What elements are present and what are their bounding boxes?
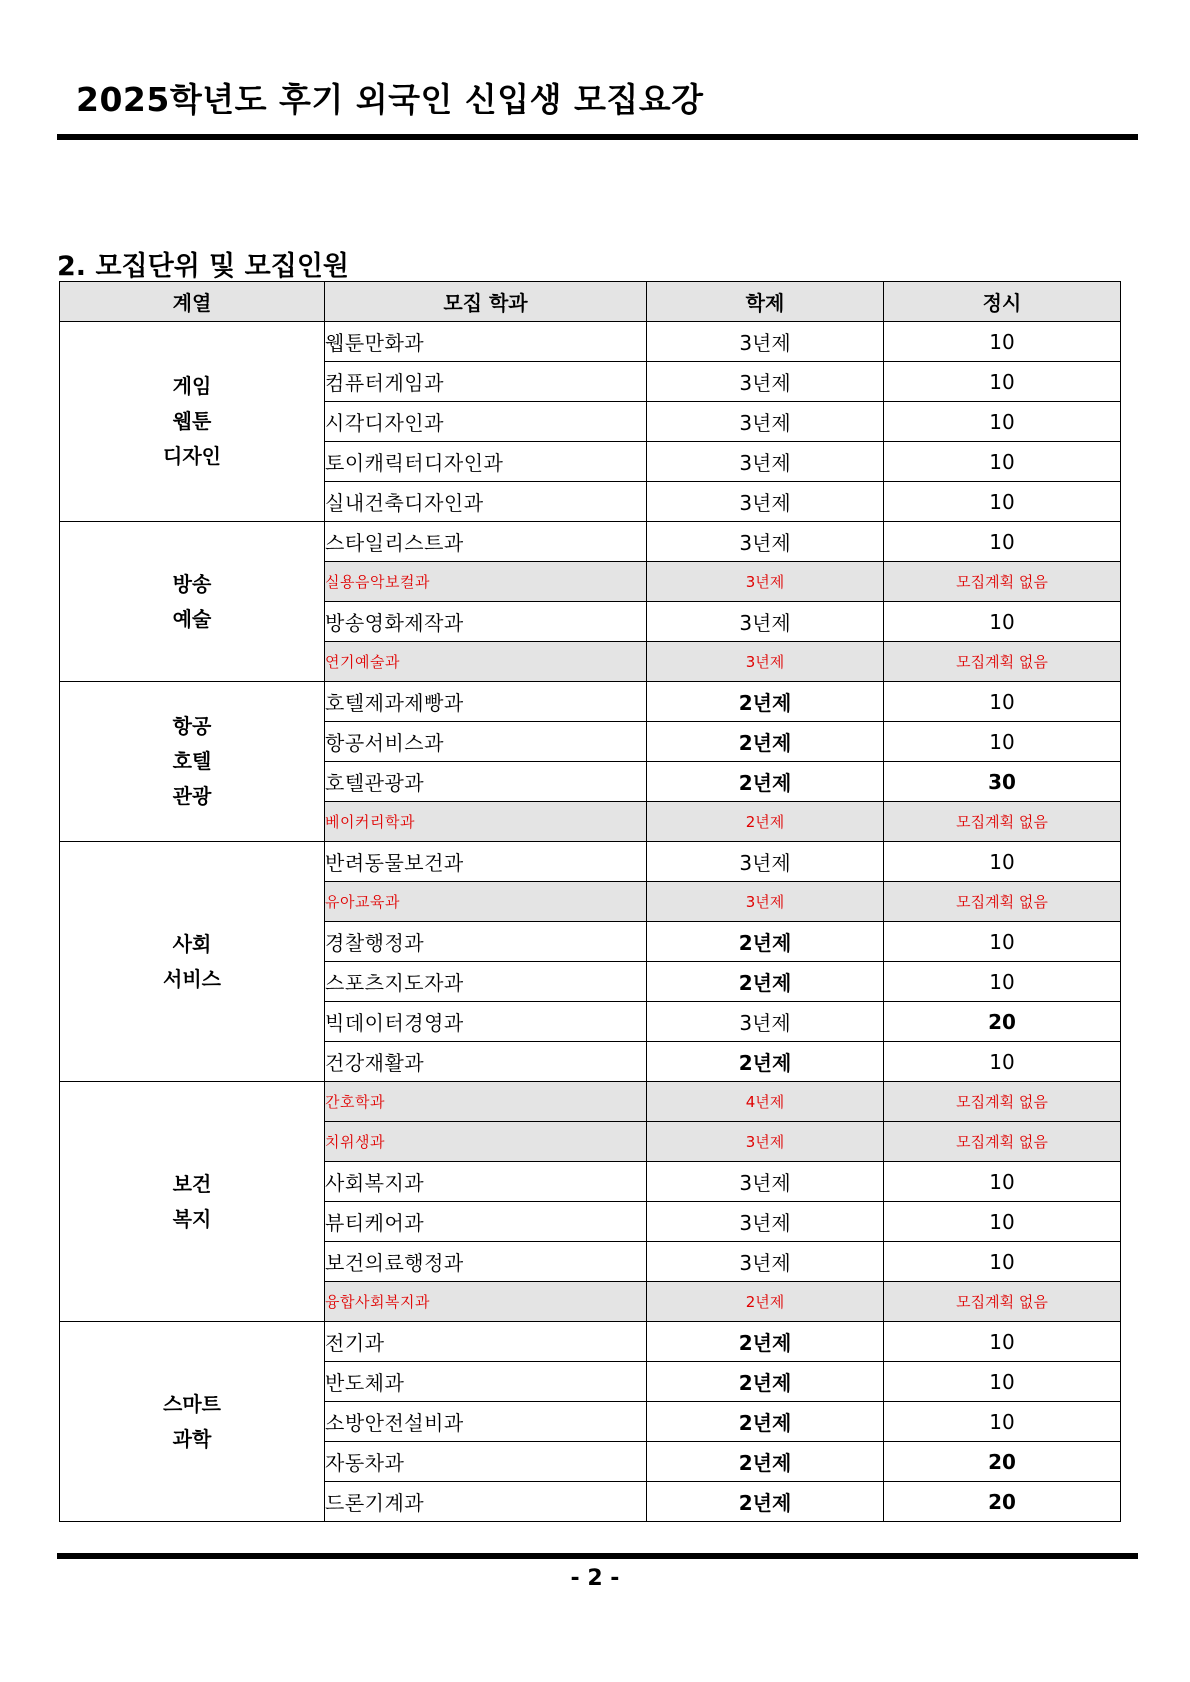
department-cell: 호텔관광과 — [325, 762, 647, 802]
quota-cell: 10 — [884, 842, 1121, 882]
department-cell: 실용음악보컬과 — [325, 562, 647, 602]
quota-cell: 10 — [884, 1242, 1121, 1282]
department-cell: 베이커리학과 — [325, 802, 647, 842]
category-label-line: 호텔 — [172, 749, 212, 773]
system-cell: 2년제 — [647, 1282, 884, 1322]
quota-cell: 모집계획 없음 — [884, 1122, 1121, 1162]
department-cell: 유아교육과 — [325, 882, 647, 922]
quota-cell: 20 — [884, 1442, 1121, 1482]
department-cell: 스타일리스트과 — [325, 522, 647, 562]
column-header-department: 모집 학과 — [325, 282, 647, 322]
system-cell: 3년제 — [647, 1202, 884, 1242]
department-cell: 드론기계과 — [325, 1482, 647, 1522]
system-cell: 2년제 — [647, 1322, 884, 1362]
quota-cell: 10 — [884, 722, 1121, 762]
quota-cell: 10 — [884, 922, 1121, 962]
system-cell: 3년제 — [647, 402, 884, 442]
system-cell: 3년제 — [647, 442, 884, 482]
table-header-row — [60, 282, 1121, 322]
department-cell: 반도체과 — [325, 1362, 647, 1402]
system-cell: 2년제 — [647, 1402, 884, 1442]
system-cell: 3년제 — [647, 562, 884, 602]
quota-cell: 20 — [884, 1482, 1121, 1522]
table-row — [60, 682, 1121, 722]
quota-cell: 10 — [884, 402, 1121, 442]
quota-cell: 10 — [884, 962, 1121, 1002]
section-title: 2. 모집단위 및 모집인원 — [57, 251, 349, 282]
footer-divider — [57, 1553, 1138, 1559]
department-cell: 치위생과 — [325, 1122, 647, 1162]
system-cell: 3년제 — [647, 1002, 884, 1042]
quota-cell: 10 — [884, 442, 1121, 482]
system-cell: 2년제 — [647, 1362, 884, 1402]
department-cell: 전기과 — [325, 1322, 647, 1362]
department-cell: 컴퓨터게임과 — [325, 362, 647, 402]
department-cell: 실내건축디자인과 — [325, 482, 647, 522]
department-cell: 간호학과 — [325, 1082, 647, 1122]
department-cell: 사회복지과 — [325, 1162, 647, 1202]
system-cell: 3년제 — [647, 482, 884, 522]
department-cell: 연기예술과 — [325, 642, 647, 682]
category-label-line: 복지 — [172, 1206, 212, 1231]
department-cell: 항공서비스과 — [325, 722, 647, 762]
department-cell: 소방안전설비과 — [325, 1402, 647, 1442]
system-cell: 3년제 — [647, 362, 884, 402]
quota-cell: 10 — [884, 362, 1121, 402]
quota-cell: 모집계획 없음 — [884, 802, 1121, 842]
department-cell: 시각디자인과 — [325, 402, 647, 442]
category-label-line: 과학 — [172, 1426, 212, 1451]
system-cell: 2년제 — [647, 722, 884, 762]
quota-cell: 10 — [884, 1362, 1121, 1402]
quota-cell: 10 — [884, 1322, 1121, 1362]
category-cell — [60, 682, 325, 842]
department-cell: 호텔제과제빵과 — [325, 682, 647, 722]
department-cell: 건강재활과 — [325, 1042, 647, 1082]
category-label-line: 관광 — [172, 784, 212, 808]
system-cell: 3년제 — [647, 642, 884, 682]
department-cell: 보건의료행정과 — [325, 1242, 647, 1282]
quota-cell: 모집계획 없음 — [884, 882, 1121, 922]
department-cell: 토이캐릭터디자인과 — [325, 442, 647, 482]
quota-cell: 모집계획 없음 — [884, 1282, 1121, 1322]
system-cell: 3년제 — [647, 842, 884, 882]
table-row — [60, 842, 1121, 882]
category-label-line: 보건 — [172, 1171, 212, 1196]
system-cell: 3년제 — [647, 1162, 884, 1202]
system-cell: 2년제 — [647, 682, 884, 722]
quota-cell: 10 — [884, 522, 1121, 562]
system-cell: 3년제 — [647, 882, 884, 922]
table-row — [60, 522, 1121, 562]
system-cell: 3년제 — [647, 322, 884, 362]
quota-cell: 10 — [884, 602, 1121, 642]
category-label-line: 예술 — [172, 606, 212, 631]
department-cell: 빅데이터경영과 — [325, 1002, 647, 1042]
department-cell: 반려동물보건과 — [325, 842, 647, 882]
system-cell: 2년제 — [647, 1042, 884, 1082]
quota-cell: 모집계획 없음 — [884, 642, 1121, 682]
system-cell: 2년제 — [647, 1442, 884, 1482]
recruitment-table — [59, 281, 1121, 1522]
category-cell — [60, 522, 325, 682]
quota-cell: 10 — [884, 482, 1121, 522]
system-cell: 3년제 — [647, 1242, 884, 1282]
department-cell: 자동차과 — [325, 1442, 647, 1482]
category-label-line: 항공 — [172, 714, 212, 738]
category-cell — [60, 1322, 325, 1522]
system-cell: 2년제 — [647, 922, 884, 962]
system-cell: 2년제 — [647, 1482, 884, 1522]
category-label-line: 디자인 — [163, 444, 221, 468]
table-row — [60, 1082, 1121, 1122]
document-title: 2025학년도 후기 외국인 신입생 모집요강 — [76, 80, 704, 119]
system-cell: 2년제 — [647, 762, 884, 802]
quota-cell: 20 — [884, 1002, 1121, 1042]
category-cell — [60, 322, 325, 522]
quota-cell: 30 — [884, 762, 1121, 802]
table-row — [60, 1322, 1121, 1362]
department-cell: 웹툰만화과 — [325, 322, 647, 362]
department-cell: 방송영화제작과 — [325, 602, 647, 642]
system-cell: 3년제 — [647, 1122, 884, 1162]
quota-cell: 10 — [884, 322, 1121, 362]
column-header-system: 학제 — [647, 282, 884, 322]
department-cell: 경찰행정과 — [325, 922, 647, 962]
quota-cell: 10 — [884, 1042, 1121, 1082]
system-cell: 3년제 — [647, 522, 884, 562]
header-divider — [57, 134, 1138, 140]
column-header-quota: 정시 — [884, 282, 1121, 322]
system-cell: 3년제 — [647, 602, 884, 642]
quota-cell: 모집계획 없음 — [884, 1082, 1121, 1122]
page-number: - 2 - — [570, 1566, 620, 1591]
quota-cell: 10 — [884, 1202, 1121, 1242]
department-cell: 융합사회복지과 — [325, 1282, 647, 1322]
department-cell: 뷰티케어과 — [325, 1202, 647, 1242]
quota-cell: 10 — [884, 1162, 1121, 1202]
category-label-line: 웹툰 — [172, 409, 212, 433]
quota-cell: 10 — [884, 682, 1121, 722]
category-cell — [60, 1082, 325, 1322]
system-cell: 4년제 — [647, 1082, 884, 1122]
category-label-line: 스마트 — [163, 1391, 221, 1416]
column-header-category: 계열 — [60, 282, 325, 322]
table-body — [60, 322, 1121, 1522]
category-label-line: 사회 — [172, 931, 212, 956]
category-label-line: 게임 — [172, 374, 212, 398]
category-cell — [60, 842, 325, 1082]
system-cell: 2년제 — [647, 802, 884, 842]
category-label-line: 서비스 — [163, 966, 221, 991]
quota-cell: 10 — [884, 1402, 1121, 1442]
category-label-line: 방송 — [172, 571, 212, 596]
system-cell: 2년제 — [647, 962, 884, 1002]
department-cell: 스포츠지도자과 — [325, 962, 647, 1002]
quota-cell: 모집계획 없음 — [884, 562, 1121, 602]
table-row — [60, 322, 1121, 362]
